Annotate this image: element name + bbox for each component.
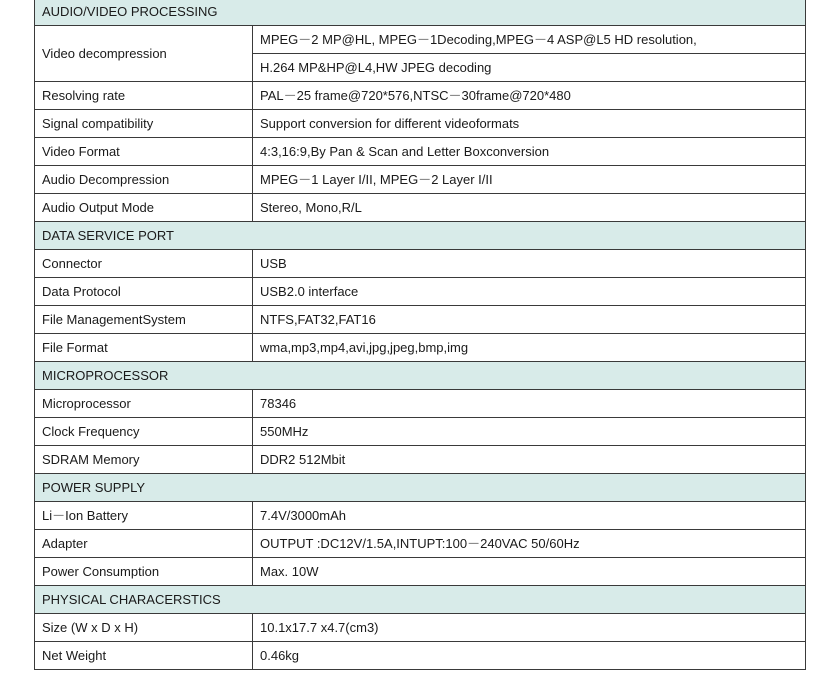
section-title: AUDIO/VIDEO PROCESSING <box>35 0 806 26</box>
table-row <box>35 306 806 334</box>
spec-label: Adapter <box>35 530 253 558</box>
table-row <box>35 418 806 446</box>
section-title: MICROPROCESSOR <box>35 362 806 390</box>
spec-label: SDRAM Memory <box>35 446 253 474</box>
table-row <box>35 250 806 278</box>
spec-label: Video decompression <box>35 26 253 82</box>
spec-label: Power Consumption <box>35 558 253 586</box>
spec-value: DDR2 512Mbit <box>253 446 806 474</box>
spec-table-body <box>35 0 806 670</box>
spec-value: USB2.0 interface <box>253 278 806 306</box>
table-row <box>35 446 806 474</box>
spec-value: PAL－25 frame@720*576,NTSC－30frame@720*480 <box>253 82 806 110</box>
spec-label: Clock Frequency <box>35 418 253 446</box>
section-header-row <box>35 586 806 614</box>
spec-value: Support conversion for different videoformats <box>253 110 806 138</box>
table-row <box>35 390 806 418</box>
spec-value: OUTPUT :DC12V/1.5A,INTUPT:100－240VAC 50/60Hz <box>253 530 806 558</box>
table-row <box>35 614 806 642</box>
spec-value: USB <box>253 250 806 278</box>
section-header-row <box>35 362 806 390</box>
spec-label: Size (W x D x H) <box>35 614 253 642</box>
spec-value: 0.46kg <box>253 642 806 670</box>
section-header-row <box>35 474 806 502</box>
table-row <box>35 278 806 306</box>
section-title: DATA SERVICE PORT <box>35 222 806 250</box>
table-row <box>35 82 806 110</box>
spec-value: wma,mp3,mp4,avi,jpg,jpeg,bmp,img <box>253 334 806 362</box>
spec-label: Resolving rate <box>35 82 253 110</box>
table-row <box>35 502 806 530</box>
spec-value: MPEG－1 Layer I/II, MPEG－2 Layer I/II <box>253 166 806 194</box>
spec-value: 550MHz <box>253 418 806 446</box>
section-title: POWER SUPPLY <box>35 474 806 502</box>
spec-table <box>34 0 806 670</box>
spec-label: Audio Decompression <box>35 166 253 194</box>
spec-label: Signal compatibility <box>35 110 253 138</box>
table-row <box>35 194 806 222</box>
spec-label: Connector <box>35 250 253 278</box>
table-row <box>35 334 806 362</box>
section-header-row <box>35 222 806 250</box>
spec-value: 4:3,16:9,By Pan & Scan and Letter Boxconversion <box>253 138 806 166</box>
spec-value: H.264 MP&HP@L4,HW JPEG decoding <box>253 54 806 82</box>
spec-value: Max. 10W <box>253 558 806 586</box>
spec-label: Data Protocol <box>35 278 253 306</box>
spec-label: File Format <box>35 334 253 362</box>
spec-value: MPEG－2 MP@HL, MPEG－1Decoding,MPEG－4 ASP@L5 HD resolution, <box>253 26 806 54</box>
table-row <box>35 642 806 670</box>
spec-label: File ManagementSystem <box>35 306 253 334</box>
spec-label: Microprocessor <box>35 390 253 418</box>
section-title: PHYSICAL CHARACERSTICS <box>35 586 806 614</box>
section-header-row <box>35 0 806 26</box>
spec-value: Stereo, Mono,R/L <box>253 194 806 222</box>
table-row <box>35 138 806 166</box>
spec-value: NTFS,FAT32,FAT16 <box>253 306 806 334</box>
table-row <box>35 110 806 138</box>
table-row <box>35 530 806 558</box>
spec-value: 10.1x17.7 x4.7(cm3) <box>253 614 806 642</box>
table-row <box>35 26 806 54</box>
spec-value: 78346 <box>253 390 806 418</box>
table-row <box>35 166 806 194</box>
spec-value: 7.4V/3000mAh <box>253 502 806 530</box>
spec-label: Audio Output Mode <box>35 194 253 222</box>
table-row <box>35 558 806 586</box>
spec-label: Li－Ion Battery <box>35 502 253 530</box>
spec-label: Video Format <box>35 138 253 166</box>
spec-label: Net Weight <box>35 642 253 670</box>
